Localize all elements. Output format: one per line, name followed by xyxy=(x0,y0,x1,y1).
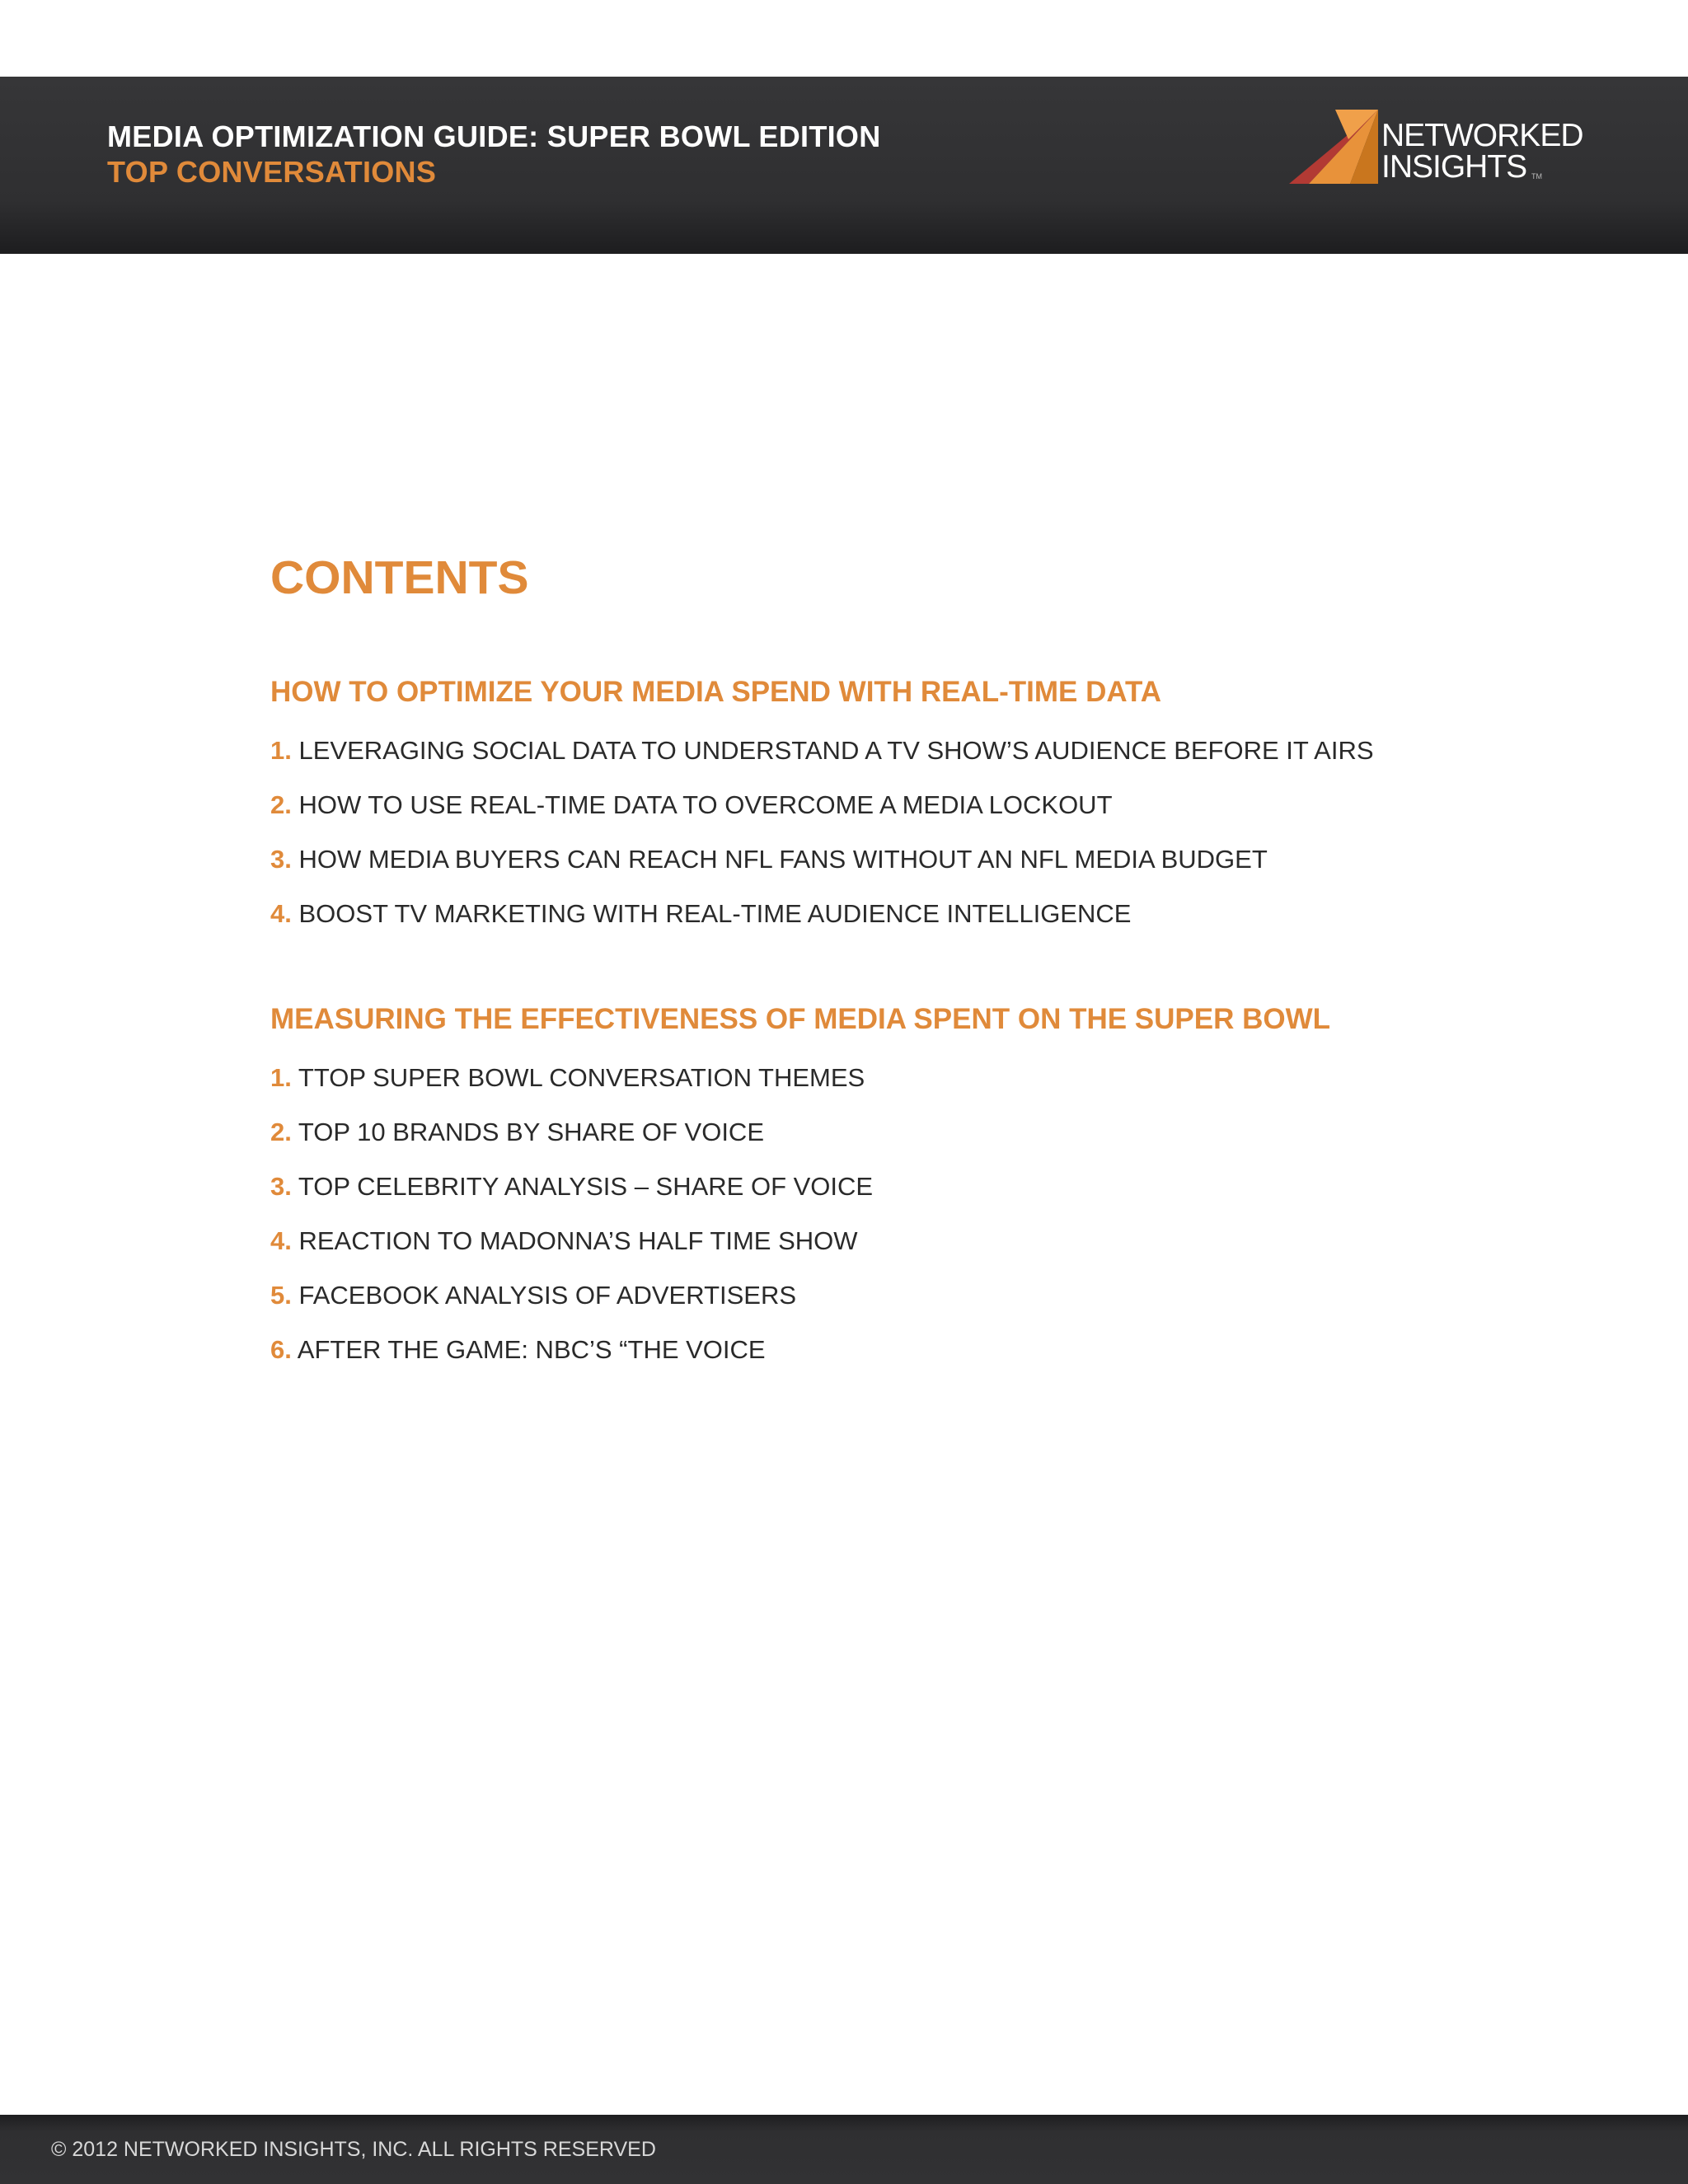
toc-item-text: HOW TO USE REAL-TIME DATA TO OVERCOME A MEDIA LOCKOUT xyxy=(298,790,1113,819)
logo-text-networked: NETWORKED xyxy=(1381,118,1583,153)
toc-item[interactable] xyxy=(270,1172,873,1202)
toc-item-number: 2. xyxy=(270,790,292,819)
toc-item-number: 4. xyxy=(270,1226,292,1255)
toc-item[interactable] xyxy=(270,1226,858,1256)
toc-item[interactable] xyxy=(270,1335,766,1365)
toc-item-number: 1. xyxy=(270,736,292,765)
toc-item-text: TTOP SUPER BOWL CONVERSATION THEMES xyxy=(298,1063,865,1092)
section-heading-measuring: MEASURING THE EFFECTIVENESS OF MEDIA SPENT ON THE SUPER BOWL xyxy=(270,1003,1331,1035)
toc-item-number: 1. xyxy=(270,1063,292,1092)
toc-item[interactable] xyxy=(270,1118,764,1147)
toc-item-text: TOP CELEBRITY ANALYSIS – SHARE OF VOICE xyxy=(298,1172,874,1201)
toc-item[interactable] xyxy=(270,899,1131,929)
toc-item[interactable] xyxy=(270,1063,865,1093)
toc-item[interactable] xyxy=(270,790,1113,820)
copyright-notice: © 2012 NETWORKED INSIGHTS, INC. ALL RIGHTS RESERVED xyxy=(51,2138,656,2161)
toc-item-number: 5. xyxy=(270,1281,292,1310)
toc-item-number: 3. xyxy=(270,845,292,874)
toc-item[interactable] xyxy=(270,736,1374,766)
logo-text-insights: INSIGHTS xyxy=(1381,149,1527,185)
toc-item-text: TOP 10 BRANDS BY SHARE OF VOICE xyxy=(298,1118,764,1146)
toc-item-text: LEVERAGING SOCIAL DATA TO UNDERSTAND A TV SHOW’S AUDIENCE BEFORE IT AIRS xyxy=(298,736,1374,765)
networked-insights-logo xyxy=(1286,110,1582,192)
logo-trademark: TM xyxy=(1531,172,1542,180)
toc-item-text: BOOST TV MARKETING WITH REAL-TIME AUDIENCE INTELLIGENCE xyxy=(298,899,1132,928)
section-heading-optimize: HOW TO OPTIMIZE YOUR MEDIA SPEND WITH REAL-TIME DATA xyxy=(270,676,1162,708)
toc-item-number: 6. xyxy=(270,1335,292,1364)
toc-item-number: 2. xyxy=(270,1118,292,1146)
toc-item-text: FACEBOOK ANALYSIS OF ADVERTISERS xyxy=(298,1281,797,1310)
toc-item-text: HOW MEDIA BUYERS CAN REACH NFL FANS WITHOUT AN NFL MEDIA BUDGET xyxy=(298,845,1268,874)
page-header xyxy=(0,77,1688,254)
contents-title: CONTENTS xyxy=(270,551,529,604)
toc-item[interactable] xyxy=(270,1281,796,1310)
guide-subtitle: TOP CONVERSATIONS xyxy=(107,155,437,189)
guide-title: MEDIA OPTIMIZATION GUIDE: SUPER BOWL EDITION xyxy=(107,120,881,153)
page-footer xyxy=(0,2115,1688,2184)
toc-item-text: REACTION TO MADONNA’S HALF TIME SHOW xyxy=(298,1226,858,1255)
toc-item-number: 4. xyxy=(270,899,292,928)
toc-item[interactable] xyxy=(270,845,1268,874)
toc-item-number: 3. xyxy=(270,1172,292,1201)
logo-mark-icon xyxy=(1286,110,1378,185)
toc-item-text: AFTER THE GAME: NBC’S “THE VOICE xyxy=(297,1335,766,1364)
